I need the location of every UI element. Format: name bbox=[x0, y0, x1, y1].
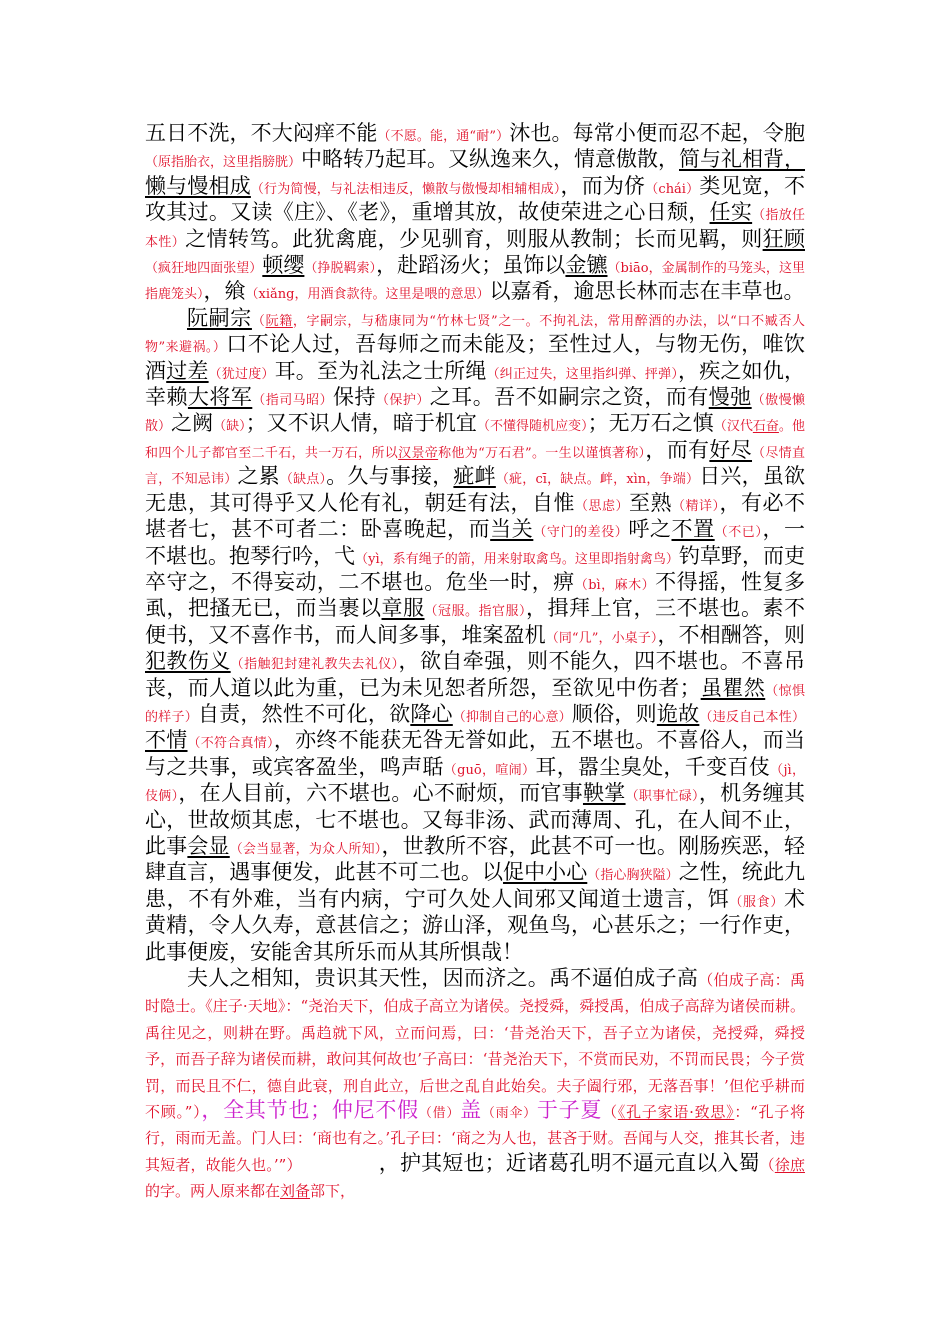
annotation-note: （缺点） bbox=[279, 472, 327, 488]
annotation-note: （借） bbox=[418, 1106, 461, 1122]
annotation-note: （疯狂地四面张望） bbox=[145, 261, 263, 277]
text-run: 至熟 bbox=[628, 490, 672, 515]
text-run: 顺俗，则 bbox=[571, 701, 657, 726]
annotation-note: 《孔子家语·致思》 bbox=[617, 1103, 735, 1122]
annotation-note: 石奋 bbox=[752, 419, 779, 435]
glossed-term: 过差 bbox=[166, 358, 209, 383]
annotation-note: （guō，喧闹） bbox=[443, 762, 536, 778]
glossed-term: 促中小心 bbox=[503, 860, 588, 885]
annotation-note: ：“孔子将行，雨而无盖。门人曰：‘商也有之。’孔子曰：‘商之为人也，甚吝于财。吾闻与人交，推其长者，违其短者，故能久也。’”） bbox=[145, 1103, 805, 1174]
annotation-note: （尽情直言，不知忌讳） bbox=[145, 445, 805, 488]
annotation-note: （bì，麻木） bbox=[574, 577, 656, 593]
text-run: 呼之 bbox=[628, 517, 672, 542]
glossed-term: 章服 bbox=[381, 596, 425, 621]
text-run: ；又不识人情，暗于机宜 bbox=[245, 411, 477, 436]
text-run: 耳，嚣尘臭处，千变百伎 bbox=[535, 754, 771, 779]
glossed-term: 不置 bbox=[671, 517, 715, 542]
glossed-term: 鞅掌 bbox=[582, 781, 626, 806]
annotation-note: （不符合真情） bbox=[187, 736, 274, 752]
glossed-term: 疵衅 bbox=[453, 464, 496, 489]
glossed-term: ，全其节也；仲尼不假 bbox=[201, 1098, 419, 1123]
annotation-note: （思虑） bbox=[574, 498, 629, 514]
annotation-note: （chái） bbox=[645, 181, 700, 197]
annotation-note: （服食） bbox=[729, 894, 784, 910]
paragraph-1 bbox=[145, 120, 805, 305]
annotation-note: （jì，伎俩） bbox=[145, 762, 805, 805]
annotation-note: （保护） bbox=[375, 393, 430, 409]
annotation-note: （伯成子高：禹时隐士。《庄子·天地》：“尧治天下，伯成子高立为诸侯。尧授舜，舜授禹，伯成子高辞为诸侯而耕。禹往见之，则耕在野。禹趋就下风，立而问焉，曰：‘昔尧治天下，吾子立为诸侯，尧授舜，舜授予，而吾子辞为诸侯而耕，敢问其何故也’子高曰：‘昔尧治天下，不赏而民劝，不罚而民畏；今子赏罚，而民且不仁，德自此衰，刑自此立，后世之乱自此始矣。夫子阖行邪，无落吾事！’但佗乎耕而不顾。”） bbox=[145, 971, 805, 1122]
text-run: ，而有 bbox=[645, 437, 710, 462]
document-page bbox=[145, 120, 805, 1203]
annotation-note: （指放任本性） bbox=[145, 208, 805, 250]
text-run: ，世教所不容，此甚不可一也。刚肠疾恶，轻肆直言，遇事便发，此甚不可二也。以 bbox=[145, 833, 806, 885]
text-run: ，有必不堪者七，甚不可者二：卧喜晚起，而 bbox=[145, 490, 805, 542]
text-run: 。久与事接， bbox=[326, 464, 454, 489]
text-run: ，机务缠其心，世故烦其虑，七不堪也。又每非汤、武而薄周、孔，在人间不止，此事 bbox=[145, 781, 806, 858]
text-run: ，揖拜上官，三不堪也。素不便书，又不喜作书，而人间多事，堆案盈机 bbox=[145, 596, 805, 647]
annotation-note: （不懂得随机应变） bbox=[476, 419, 588, 435]
annotation-note: 刘备 bbox=[280, 1182, 311, 1201]
annotation-note: （抑制自己的心意） bbox=[452, 709, 572, 725]
text-run: ，而为侪 bbox=[560, 173, 646, 198]
annotation-note: （精详） bbox=[671, 498, 720, 514]
annotation-note: （违反自己本性） bbox=[699, 709, 806, 725]
annotation-note: （指触犯封建礼教失去礼仪） bbox=[230, 657, 399, 673]
glossed-term: 降心 bbox=[410, 701, 453, 726]
text-run: 耳。至为礼法之士所绳 bbox=[274, 358, 487, 383]
text-run: ，亦终不能获无咎无誉如此，五不堪也。不喜俗人，而当与之共事，或宾客盈坐，鸣声聒 bbox=[145, 728, 805, 779]
annotation-note: （挣脱羁索） bbox=[304, 261, 377, 277]
text-run: 中略转乃起耳。又纵逸来久，情意傲散， bbox=[301, 147, 680, 172]
glossed-term: 虽瞿然 bbox=[700, 675, 766, 700]
text-run: 自责，然性不可化，欲 bbox=[197, 701, 411, 726]
glossed-term: 犯教伤义 bbox=[145, 649, 231, 674]
text-run: ，赴蹈汤火；虽饰以 bbox=[376, 253, 566, 278]
glossed-term: 盖 bbox=[460, 1098, 482, 1123]
glossed-term: 简与礼相背，懒与慢相成 bbox=[145, 147, 806, 198]
text-run: 之情转笃。此犹禽鹿，少见驯育，则服从教制；长而见羁，则 bbox=[185, 226, 763, 251]
annotation-note: 称他为“万石君”。一生以谨慎著称） bbox=[438, 445, 646, 461]
annotation-note: （缺） bbox=[213, 419, 246, 435]
annotation-note: （纠正过失，这里指纠弹、抨弹） bbox=[486, 366, 679, 382]
annotation-note: （原指胎衣，这里指膀胱） bbox=[145, 155, 302, 171]
text-run: 沐也。每常小便而忍不起，令胞 bbox=[509, 121, 806, 145]
annotation-note: （雨伞） bbox=[481, 1106, 537, 1122]
text-run: 之阙 bbox=[171, 411, 214, 436]
glossed-term: 阮嗣宗 bbox=[187, 305, 252, 330]
text-run: ，一不堪也。抱琴行吟，弋 bbox=[145, 517, 806, 568]
annotation-note: （ bbox=[759, 1155, 775, 1174]
text-run: ，在人目前，六不堪也。心不耐烦，而官事 bbox=[178, 781, 583, 806]
annotation-note: （犹过度） bbox=[208, 366, 275, 382]
glossed-term: 大将军 bbox=[187, 385, 253, 410]
glossed-term: 顿缨 bbox=[262, 253, 305, 278]
glossed-term: 于子夏 bbox=[536, 1098, 603, 1123]
annotation-note: （傲慢懒散） bbox=[145, 393, 806, 435]
text-run: 之性，统此九患，不有外难，当有内病，宁可久处人间邪又闻道士遗言，饵 bbox=[145, 860, 806, 911]
paragraph-3 bbox=[145, 965, 805, 1203]
annotation-note: 部下， bbox=[310, 1182, 356, 1201]
annotation-note: （不已） bbox=[714, 525, 763, 541]
annotation-note: （疵，cī，缺点。衅，xìn，争端） bbox=[495, 472, 700, 488]
annotation-note: 的字。两人原来都在 bbox=[145, 1182, 281, 1201]
text-run: 钓草野，而吏卒守之，不得妄动，二不堪也。危坐一时，痹 bbox=[145, 543, 805, 594]
annotation-note: 阮籍 bbox=[265, 313, 293, 329]
annotation-note: （职事忙碌） bbox=[625, 789, 699, 805]
annotation-note: （冠服。指官服） bbox=[424, 604, 526, 620]
annotation-note: （指司马昭） bbox=[252, 393, 334, 409]
annotation-note: （行为简慢，与礼法相违反，懒散与傲慢却相辅相成） bbox=[250, 181, 561, 197]
annotation-note: （会当显著，为众人所知） bbox=[229, 841, 382, 857]
glossed-term: 不情 bbox=[145, 728, 188, 753]
annotation-note: ，字嗣宗，与嵇康同为“竹林七贤”之一。不拘礼法，常用醉酒的办法，以“口不臧否人物”来避祸。） bbox=[145, 313, 805, 356]
annotation-note: （指心胸狭隘） bbox=[587, 868, 679, 884]
text-run: 类见宽，不攻其过。又读《庄》、《老》，重增其放，故使荣进之心日颓， bbox=[145, 173, 806, 225]
annotation-note: （ bbox=[251, 313, 266, 329]
text-run: ，疾之如仇，幸赖 bbox=[145, 358, 805, 410]
text-run: ，欲自牵强，则不能久，四不堪也。不喜吊丧，而人道以此为重，已为未见恕者所怨，至欲见中伤者； bbox=[145, 649, 805, 700]
text-run: 保持 bbox=[333, 385, 376, 410]
text-run: 术黄精，令人久寿，意甚信之；游山泽，观鱼鸟，心甚乐之；一行作吏，此事便废，安能舍其所乐而从其所惧哉！ bbox=[145, 886, 805, 964]
text-run: 以嘉肴，逾思长林而志在丰草也。 bbox=[489, 279, 805, 304]
glossed-term: 慢弛 bbox=[708, 385, 752, 410]
annotation-note: 徐庶 bbox=[774, 1155, 805, 1174]
text-run: ，飨 bbox=[203, 279, 246, 304]
glossed-term: 诡故 bbox=[656, 701, 700, 726]
text-run: 不得摇，性复多虱，把搔无已，而当裹以 bbox=[145, 569, 806, 621]
annotation-note: （同“几”，小桌子） bbox=[545, 630, 658, 646]
text-run: 口不论人过，吾每师之而未能及；至性过人，与物无伤，唯饮酒 bbox=[145, 332, 805, 383]
glossed-term: 任实 bbox=[709, 200, 753, 225]
text-run: ；无万石之慎 bbox=[587, 411, 714, 436]
text-run: 之累 bbox=[237, 464, 280, 489]
glossed-term: 狂顾 bbox=[762, 226, 805, 251]
annotation-note: （惊惧的样子） bbox=[145, 683, 805, 725]
paragraph-2 bbox=[145, 305, 805, 965]
glossed-term: 好尽 bbox=[709, 437, 753, 462]
text-run: 之耳。吾不如嗣宗之资，而有 bbox=[429, 385, 709, 410]
annotation-note: （不愿。能，通“耐”） bbox=[377, 129, 510, 144]
annotation-note: 汉景帝 bbox=[398, 445, 439, 461]
annotation-note: （ bbox=[602, 1103, 618, 1122]
annotation-note: （汉代 bbox=[713, 419, 753, 435]
glossed-term: 金镳 bbox=[565, 253, 608, 278]
glossed-term: 当关 bbox=[490, 517, 534, 542]
text-run: ，不相酬答，则 bbox=[657, 622, 806, 647]
annotation-note: （yì，系有绳子的箭，用来射取禽鸟。这里即指射禽鸟） bbox=[355, 551, 679, 567]
text-run: ，护其短也；近诸葛孔明不逼元直以入蜀 bbox=[294, 1150, 760, 1175]
annotation-note: （biāo，金属制作的马笼头，这里指鹿笼头） bbox=[145, 261, 806, 303]
text-run: 日兴，虽欲无患，其可得乎又人伦有礼，朝廷有法，自惟 bbox=[145, 464, 806, 515]
glossed-term: 会显 bbox=[187, 833, 230, 858]
text-run: 五日不洗，不大闷痒不能 bbox=[145, 121, 378, 145]
annotation-note: 。他和四个儿子都官至二千石，共一万石，所以 bbox=[145, 419, 805, 461]
annotation-note: （xiǎng，用酒食款待。这里是喂的意思） bbox=[245, 287, 490, 303]
text-run: 夫人之相知，贵识其天性，因而济之。禹不逼伯成子高 bbox=[187, 966, 699, 990]
annotation-note: （守门的差役） bbox=[533, 525, 629, 541]
